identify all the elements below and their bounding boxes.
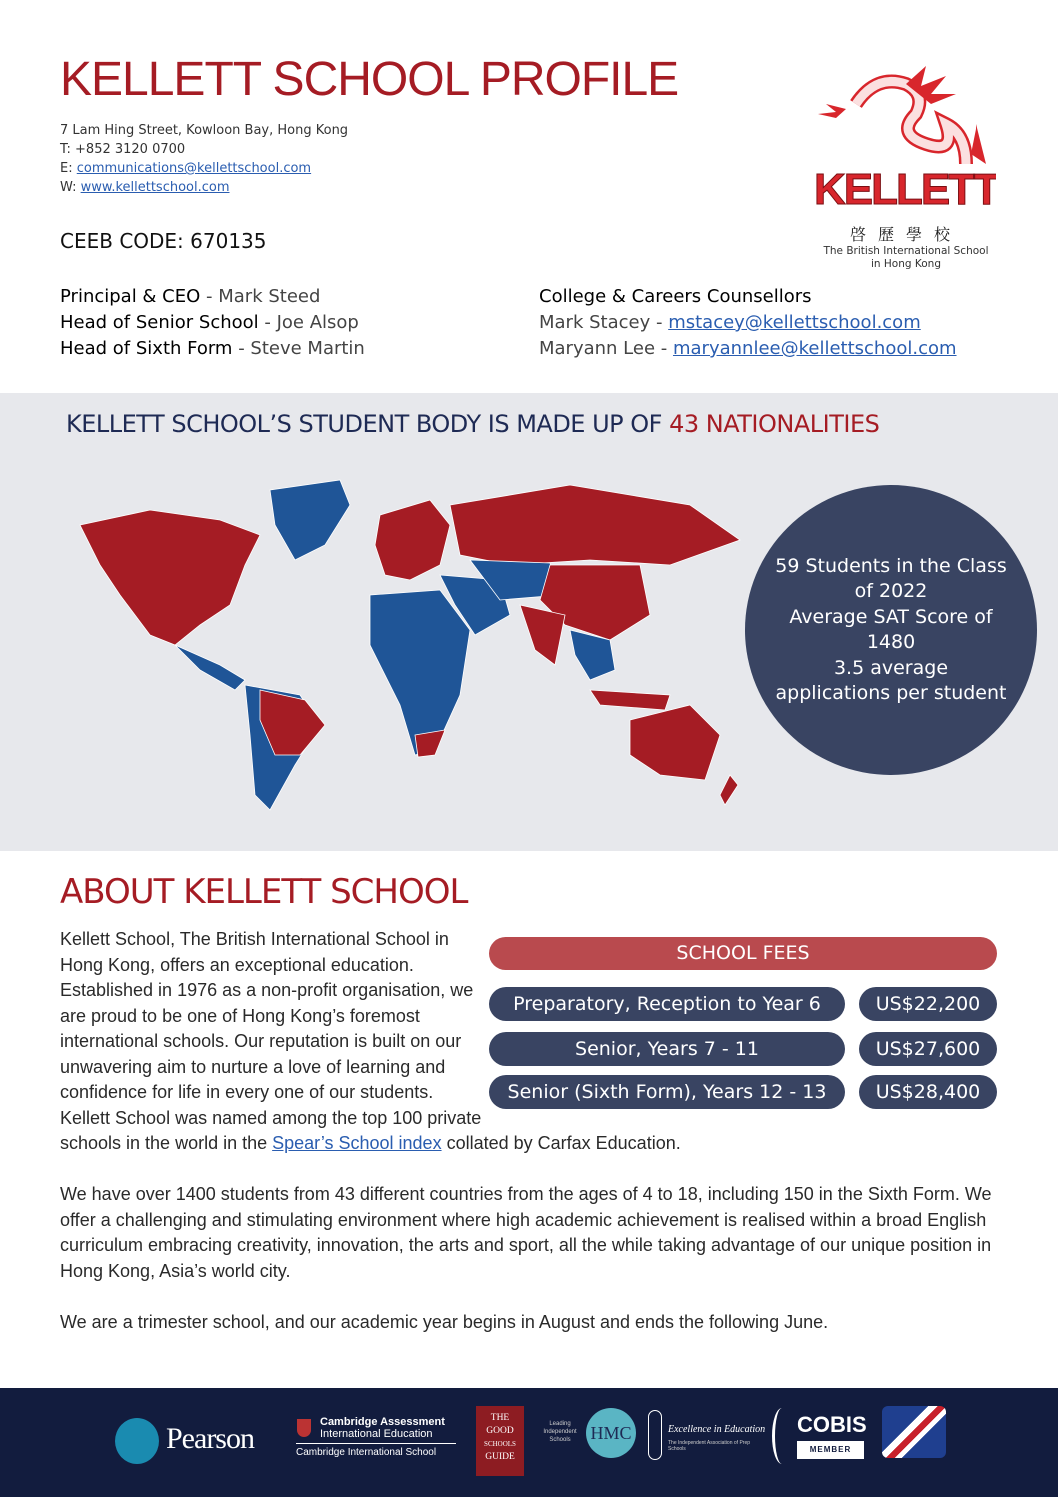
counsellor-email-link[interactable]: mstacey@kellettschool.com [668, 312, 921, 333]
staff-role: Head of Senior School [60, 312, 259, 333]
kellett-logo [806, 64, 1006, 271]
staff-role: Head of Sixth Form [60, 338, 233, 359]
map-europe [375, 500, 450, 580]
staff-role: Principal & CEO [60, 286, 201, 307]
logo-chinese: 啓歷學校 [849, 225, 962, 244]
map-north-america [80, 510, 260, 645]
cobis-torch-icon [772, 1408, 792, 1464]
page-title: KELLETT SCHOOL PROFILE [60, 53, 679, 106]
pearson-logo: Pearson [166, 1422, 254, 1455]
web-label: W: [60, 180, 81, 195]
iaps-icon [648, 1410, 662, 1460]
stat-sat: Average SAT Score of 1480 [789, 605, 993, 653]
iaps-subtitle: The Independent Association of Prep Schools [668, 1440, 751, 1452]
about-paragraph-2: We have over 1400 students from 43 different countries from the ages of 4 to 18, including 150 in the Sixth Form. We offer a challenging and stimulating environment where high academic achievement is realised within a broad English curriculum embracing creativity, innovation, the arts and sport, all the while taking advantage of our unique position in Hong Kong, Asia’s world city. [60, 1184, 992, 1281]
counsellors-title: College & Careers Counsellors [539, 286, 812, 307]
fees-heading: SCHOOL FEES [489, 937, 997, 970]
staff-name: - Steve Martin [232, 338, 365, 359]
text: Cambridge Assessment [320, 1416, 445, 1428]
about-paragraph-1b: was named among the top 100 private schools in the world in the [60, 1107, 482, 1153]
world-map [70, 465, 750, 825]
counsellor-name: Mark Stacey - [539, 312, 669, 333]
nationalities-heading [66, 410, 879, 438]
contact-info [60, 121, 348, 197]
about-paragraph-3: We are a trimester school, and our academic year begins in August and ends the following June. [60, 1311, 829, 1332]
fee-label: Senior, Years 7 - 11 [489, 1032, 845, 1066]
iaps-logo: Excellence in Education [668, 1424, 766, 1435]
website-link[interactable]: www.kellettschool.com [80, 180, 230, 195]
ceeb-code: CEEB CODE: 670135 [60, 229, 267, 253]
map-india [520, 605, 565, 665]
about-paragraph-1c: collated by Carfax Education. [441, 1133, 681, 1153]
text: GOOD [486, 1426, 514, 1436]
fee-label: Senior (Sixth Form), Years 12 - 13 [489, 1075, 845, 1109]
staff-list [60, 284, 365, 362]
fee-label: Preparatory, Reception to Year 6 [489, 987, 845, 1021]
about-heading: ABOUT KELLETT SCHOOL [60, 872, 468, 912]
cobis-logo: COBIS [797, 1412, 867, 1437]
british-flag-icon [882, 1406, 946, 1458]
about-paragraph-1a: Kellett School, The British International School in Hong Kong, offers an exceptional education. Established in 1976 as a non-profit organisation, we are proud to be one of Hong Kong’s foremost international schools. Our reputation is built on our unwavering aim to nurture a love of learning and confidence for life in every one of our students. Kellett School [60, 929, 474, 1128]
heading-text: KELLETT SCHOOL’S STUDENT BODY IS MADE UP OF [66, 410, 670, 438]
stat-class-size: 59 Students in the Class of 2022 [775, 554, 1007, 602]
map-greenland [270, 480, 350, 560]
stat-applications: 3.5 average applications per student [775, 656, 1007, 704]
map-australia [630, 705, 720, 780]
logo-tagline: The British International School [823, 245, 989, 257]
fee-amount: US$27,600 [859, 1032, 997, 1066]
counsellor-name: Maryann Lee - [539, 338, 673, 359]
cambridge-logo [320, 1416, 445, 1440]
spears-index-link[interactable]: Spear’s School index [272, 1133, 442, 1153]
text: International Education [320, 1428, 433, 1440]
map-africa [370, 590, 470, 755]
heading-highlight: 43 NATIONALITIES [669, 410, 880, 438]
email-link[interactable]: communications@kellettschool.com [76, 161, 312, 176]
phone: T: +852 3120 0700 [60, 142, 186, 157]
counsellor-email-link[interactable]: maryannlee@kellettschool.com [672, 338, 957, 359]
pearson-icon [115, 1418, 159, 1464]
map-central-america [175, 645, 245, 690]
staff-name: - Mark Steed [200, 286, 321, 307]
logo-wordmark: KELLETT [816, 165, 996, 214]
cobis-member-badge: MEMBER [797, 1441, 864, 1459]
fee-amount: US$22,200 [859, 987, 997, 1021]
stats-circle [745, 485, 1037, 775]
accreditation-footer [0, 1388, 1058, 1497]
staff-name: - Joe Alsop [258, 312, 359, 333]
map-indonesia [590, 690, 670, 710]
text: THE [490, 1413, 510, 1423]
cambridge-shield-icon [297, 1419, 311, 1437]
address: 7 Lam Hing Street, Kowloon Bay, Hong Kong [60, 123, 349, 138]
hmc-logo: HMC [586, 1408, 636, 1458]
email-label: E: [60, 161, 77, 176]
cambridge-school-label: Cambridge International School [296, 1443, 456, 1458]
text: SCHOOLS [484, 1440, 516, 1448]
map-russia [450, 485, 740, 565]
counsellors [539, 284, 957, 362]
fee-amount: US$28,400 [859, 1075, 997, 1109]
hmc-tagline: Leading Independent Schools [543, 1421, 577, 1443]
map-south-africa [415, 730, 445, 757]
dragon-icon [816, 64, 996, 214]
text: GUIDE [485, 1452, 515, 1462]
map-new-zealand [720, 775, 738, 805]
good-schools-guide-logo [476, 1406, 524, 1476]
logo-tagline: in Hong Kong [871, 258, 941, 270]
